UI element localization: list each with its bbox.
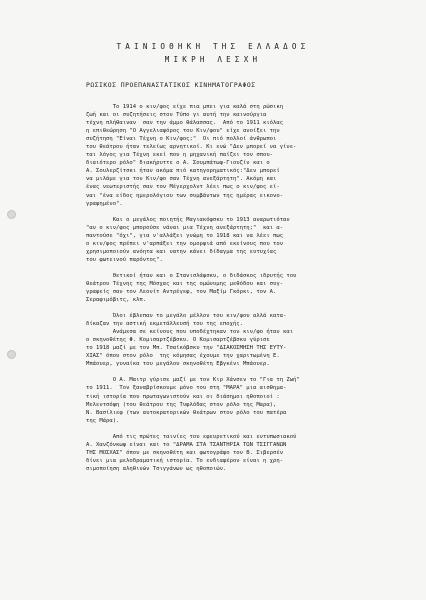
paragraph xyxy=(86,272,398,304)
text-line: δίκαζαν την αστική εκμετάλλευσή του της εποχής. xyxy=(86,321,243,328)
text-line: ται λόγος για Τέχνη εκεί που η μηχανική παίζει τον σπου- xyxy=(86,152,274,159)
text-line: διαιότερο ρόλο" διακήρυττε ο Α. Σουμπάτωφ-Γιουζίν και ο xyxy=(86,160,270,167)
text-line: Το 1914 ο κιν/φος είχε πια μπει για καλά στη ρώσικη xyxy=(86,104,284,110)
punch-hole xyxy=(7,210,16,219)
paragraph-gap xyxy=(86,368,398,376)
text-line: ναι "ένα είδος ημερολόγιου των συμβάντων της ημέρας εικονο- xyxy=(86,192,284,199)
text-line: Όλοι έβλεπαν το μεγάλο μέλλον του κιν/φου αλλά κατα- xyxy=(86,313,287,320)
text-line: Μελεντσόφη (του θεάτρου της Τυφλόδας στον ρόλο της Μαρα), xyxy=(86,401,277,408)
text-line: το 1918 μαζί με τον Μπ. Τσαϊκόβσκυ την "ΔΙΑΚΟΣΜΗΣΗ ΤΗΣ ΕΥΤΥ- xyxy=(86,345,287,352)
text-line: τέχνη πλήθαιναν σαν την άμμο θάλασσας. Από το 1911 κιόλας xyxy=(86,120,284,127)
text-line: η επιθεώρηση "Ο Αγγελιαφόρος του Κιν/φου" είχε ανοίξει την xyxy=(86,128,280,135)
paragraph xyxy=(86,216,398,264)
text-line: Α. Σουλερζίτσκι ήταν ακόμα πιό κατηγορηματικός:"Δεν μπορεί xyxy=(86,168,280,175)
text-line: Ανάμεσα σε κείνους που υποδέχτηκαν τον κιν/φο ήταν και xyxy=(86,329,294,336)
text-line: ΤΗΣ ΜΟΣΧΑΣ" όπου με σκηνοθέτη και φωτογράφο τον Β. Σιβερσέν xyxy=(86,449,284,456)
punch-hole xyxy=(7,350,16,359)
text-line: δίνει μια μελοδραματική ιστορία. Το ενδιαφέρον είναι η χρη- xyxy=(86,457,284,464)
paragraph xyxy=(86,103,398,208)
text-line: Ν. Βασίλιεφ (των αυτοκρατορικών θεάτρων στον ρόλο του πατέρα xyxy=(86,409,287,416)
text-line: Θετικοί ήταν και ο Στανισλάφσκυ, ο διδάσκος ιδρυτής του xyxy=(86,272,297,279)
text-line: παντούσε "όχι", για ν'αλλάξει γνώμη το 1918 και να λέει πως xyxy=(86,232,284,239)
text-line: Και ο μεγάλος ποιητής Μαγιακόφσκυ το 1913 αναρωτιόταν xyxy=(86,216,290,223)
paragraph-gap xyxy=(86,304,398,312)
paragraph-gap xyxy=(86,208,398,216)
text-line: "αν ο κιν/φος μπορούσε νάναι μια Τέχνη ανεξάρτητη;" και α- xyxy=(86,224,284,231)
text-line: ζωή και οι συζητήσεις στον Τύπο γι αυτή την καινούργια xyxy=(86,112,267,119)
text-line: του θεάτρου ήταν τελείως αρνητικοί. Κι ενώ "Δεν μπορεί να γίνε- xyxy=(86,144,297,151)
text-line: της Μάρα). xyxy=(86,417,120,424)
text-line: σιμοποίηση αληθινών Τσιγγάνων ως ηθοποιών. xyxy=(86,465,227,472)
text-line: Α. Χανζόνκωφ είναι και το "ΔΡΑΜΑ ΣΤΑ ΤΣΑΝΤΗΡΙΑ ΤΩΝ ΤΣΙΓΓΑΝΩΝ xyxy=(86,441,287,448)
text-line: το 1911. Τον ξαναβρίσκουμε μόνο του στη "ΜΑΡΑ" μια αισθημα- xyxy=(86,385,287,392)
paragraph xyxy=(86,376,398,424)
text-line: θεάτρου Τέχνης της Μόσχας και της ομώνυμης μεθόδου και συγ- xyxy=(86,280,284,287)
text-line: Από τις πρώτες ταινίες του εφευρετικού και εντυπωσιακού xyxy=(86,433,297,440)
text-line: γραφημένο". xyxy=(86,200,123,207)
text-line: ο κιν/φος πρέπει ν'αρπάξει την ομορφιά από εκείνους που τον xyxy=(86,240,284,247)
text-line: να μιλάμε για τον Κιν/φο σαν Τέχνη ανεξάρτητη". Ακόμη και xyxy=(86,176,277,183)
header-subtitle: ΜΙΚΡΗ ΛΕΣΧΗ xyxy=(164,55,262,64)
text-line: του φωτεινού παρόντος". xyxy=(86,256,163,263)
text-line: χρησιμοποιούν ανόητα και νατην κάνει δίδαγμα της ευτυχίας xyxy=(86,248,277,255)
text-line: συζήτηση "Είναι Τέχνη ο Κιν/φος;" Οι πιό πολλοί άνθρωποι xyxy=(86,136,277,143)
text-line: γραφείς σαν τον Λεονίτ Αντρέγεφ, τον Μαξίμ Γκόρκι, τον Α. xyxy=(86,288,277,295)
text-line: ο σκηνοθέτης Φ. Κομισαρτζέβσκυ. Ο Κομισαρτζέβσκυ γύρισε xyxy=(86,337,270,344)
paragraph xyxy=(86,312,398,368)
paragraph xyxy=(86,433,398,473)
paragraph-gap xyxy=(86,425,398,433)
text-line: Ο Α. Μαιτρ γύρισε μαζί με τον Κιρ Χάνσεν το "Για τη Ζωή" xyxy=(86,377,300,384)
paragraph-gap xyxy=(86,264,398,272)
document-body xyxy=(86,103,398,473)
text-line: ένας νεωτεριστής σαν τον Μέγερχολντ λέει πως ο κιν/φος εί- xyxy=(86,184,280,191)
text-line: Μπάουερ, γυναίκα του μεγάλου σκηνοθέτη Εβγκένι Μπάουερ. xyxy=(86,361,270,368)
document-title: ΡΩΣΙΚΟΣ ΠΡΟΕΠΑΝΑΣΤΑΤΙΚΟΣ ΚΙΝΗΜΑΤΟΓΡΑΦΟΣ xyxy=(86,81,256,89)
text-line: ΧΙΑΣ" όπου στον ρόλο της κόμησας έχουμε την χαριτωμένη Ε. xyxy=(86,353,280,360)
text-line: Σεραφιμόβιτς, κλπ. xyxy=(86,297,147,304)
header-title: ΤΑΙΝΙΟΘΗΚΗ ΤΗΣ ΕΛΛΑΔΟΣ xyxy=(116,42,310,51)
text-line: τική ιστορία που πρωταγωνιστούν και οι διάσημοι ηθοποιοί : xyxy=(86,393,280,400)
